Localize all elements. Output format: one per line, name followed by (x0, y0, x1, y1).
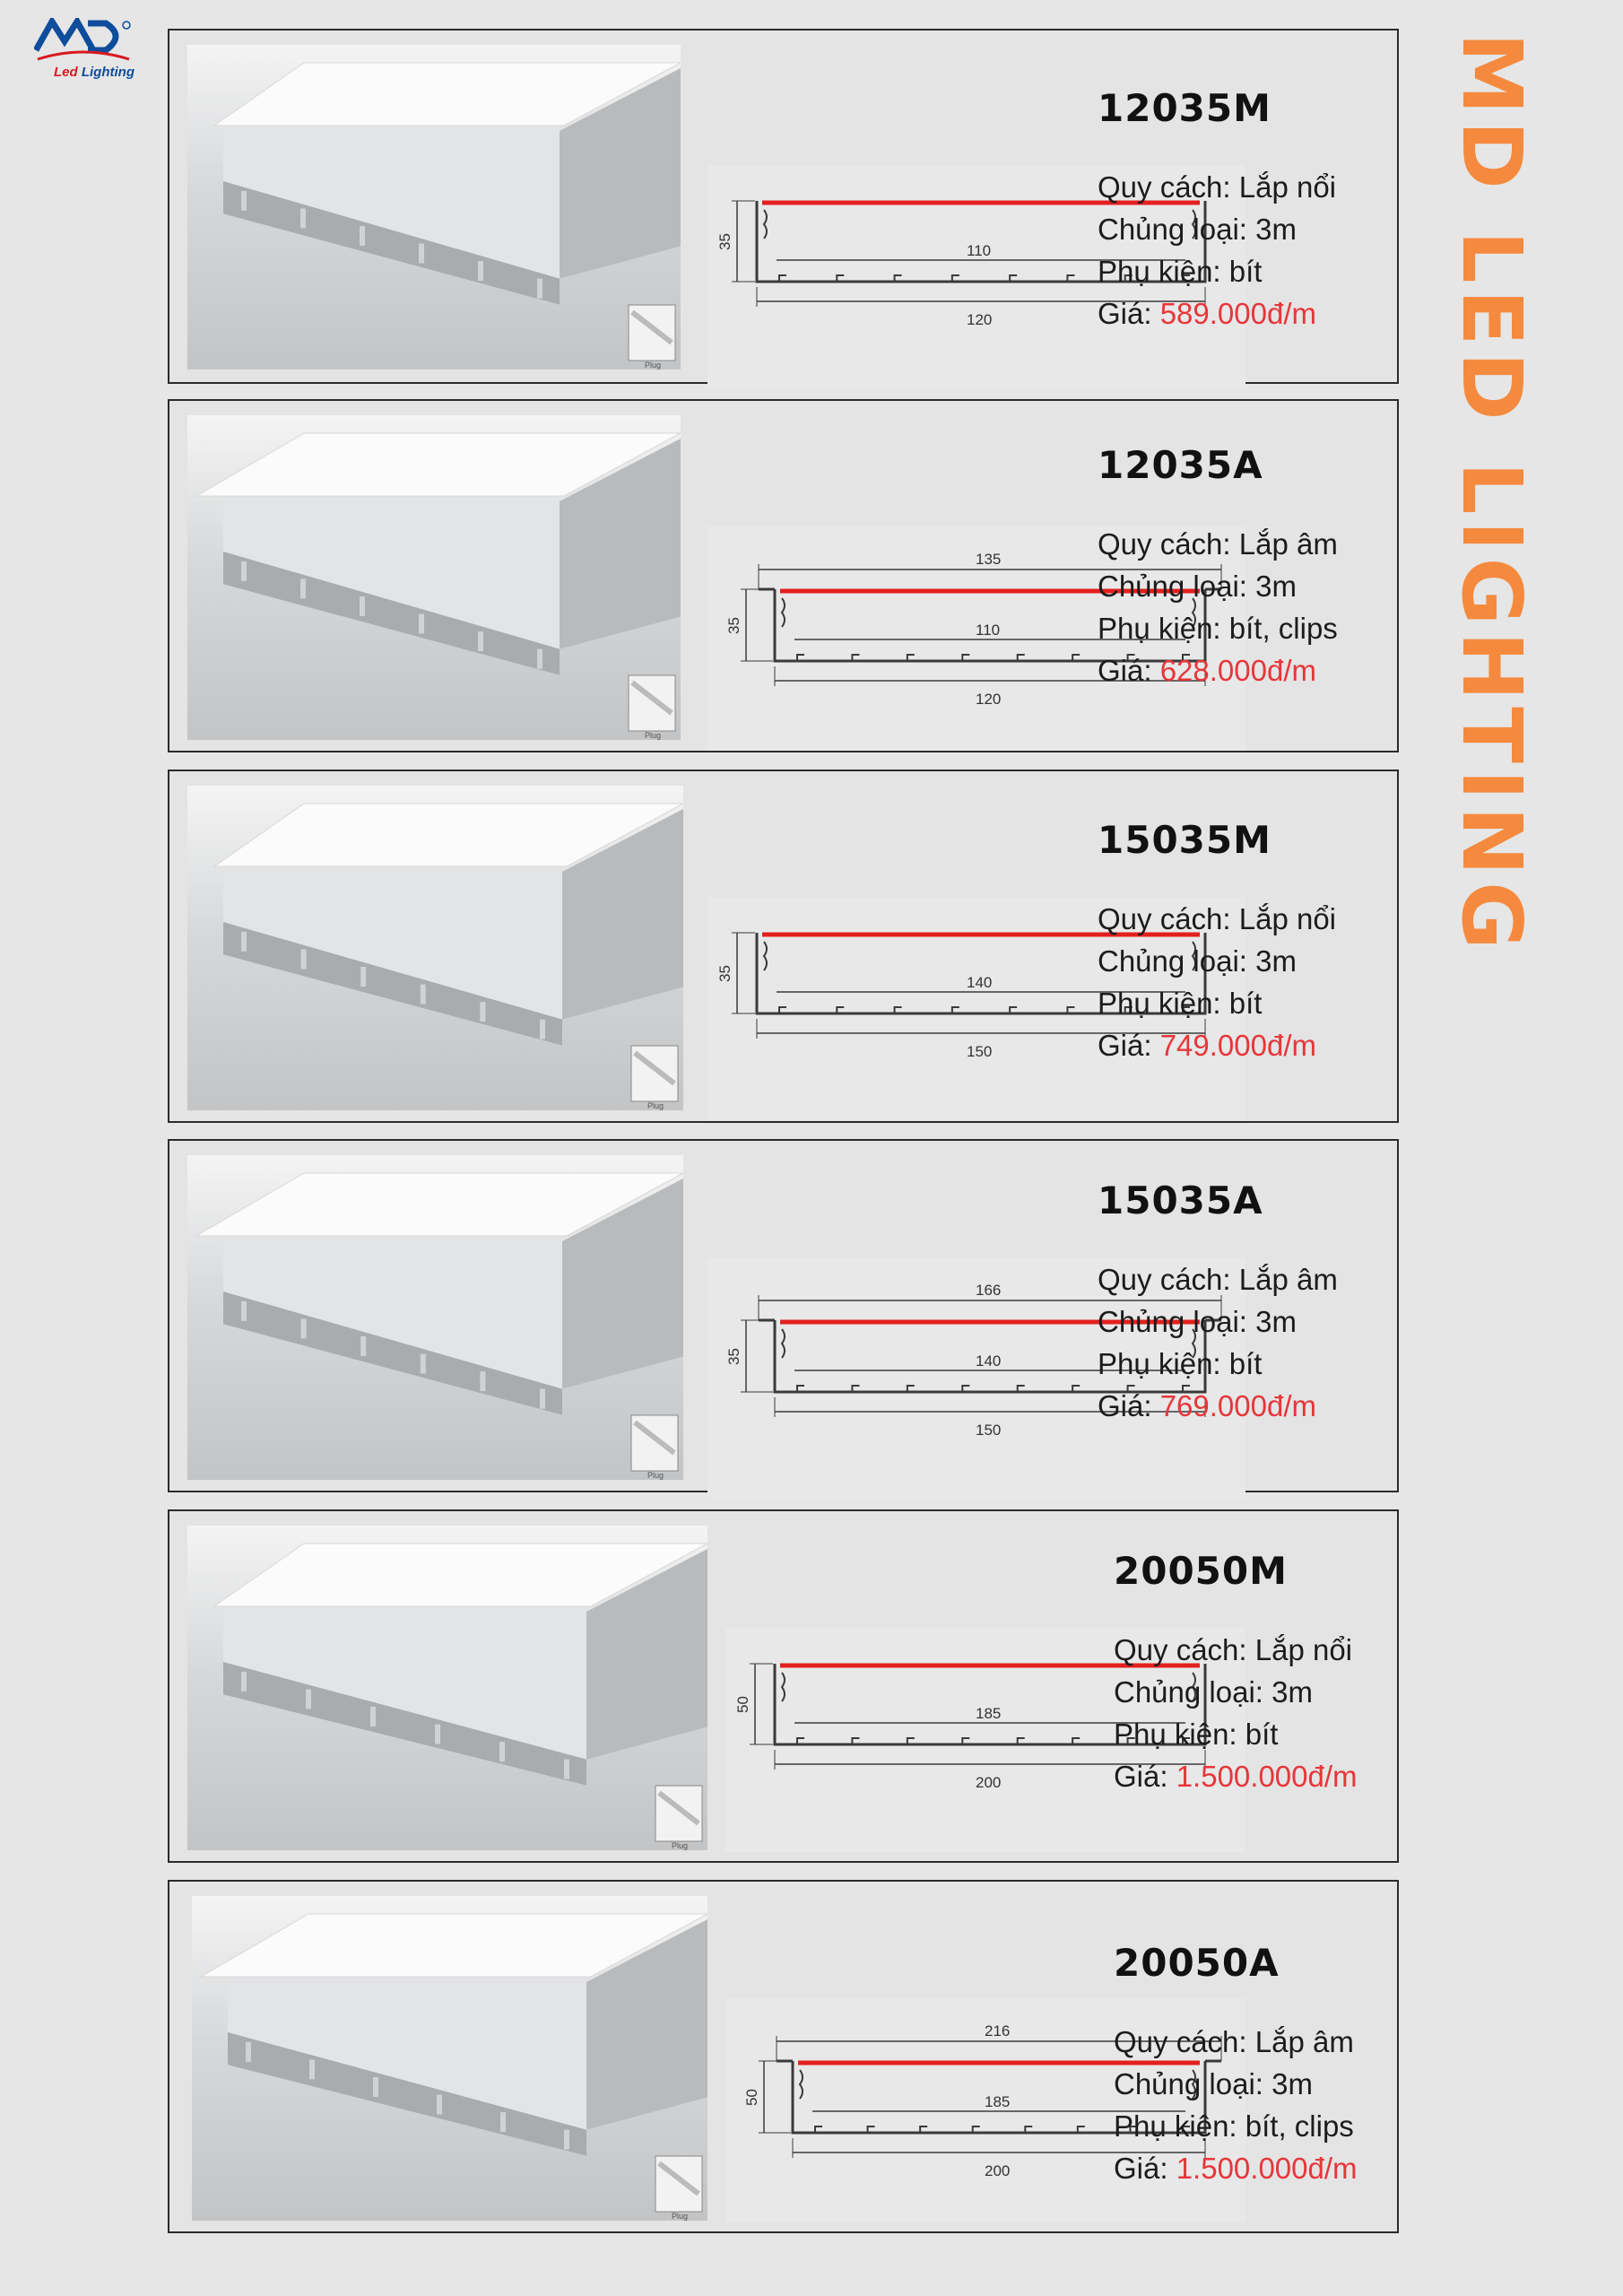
outer-width-label: 120 (976, 691, 1002, 708)
outer-width-label: 150 (976, 1422, 1002, 1439)
price-value: 589.000đ/m (1159, 297, 1317, 330)
product-photo (187, 1155, 683, 1480)
product-price-line (1114, 2147, 1358, 2189)
flange-width-label: 135 (976, 551, 1002, 568)
product-info (1098, 818, 1336, 1066)
product-info (1098, 443, 1338, 691)
price-label: Giá: (1114, 2152, 1176, 2185)
product-accessory-line (1098, 1343, 1338, 1385)
product-photo (187, 415, 681, 740)
inner-width-label: 110 (967, 242, 992, 259)
product-card (168, 1139, 1399, 1492)
plug-label: Plug (645, 731, 662, 740)
product-price-line (1098, 1024, 1336, 1066)
product-code: 12035M (1098, 86, 1271, 130)
accessory-label: Phụ kiện: (1098, 1347, 1229, 1380)
product-accessory-line (1098, 607, 1338, 649)
product-accessory-line (1098, 250, 1336, 292)
height-label: 50 (734, 1696, 751, 1713)
type-value: 3m (1271, 1675, 1313, 1709)
price-value: 769.000đ/m (1159, 1389, 1317, 1422)
product-type-line (1098, 208, 1336, 250)
spec-label: Quy cách: (1098, 902, 1239, 935)
type-value: 3m (1255, 944, 1297, 978)
spec-label: Quy cách: (1098, 1263, 1239, 1296)
accessory-value: bít (1245, 1718, 1279, 1751)
spec-label: Quy cách: (1098, 527, 1239, 561)
product-info (1098, 1178, 1338, 1427)
product-price-line (1098, 292, 1336, 335)
product-card (168, 1509, 1399, 1863)
accessory-label: Phụ kiện: (1114, 1718, 1245, 1751)
plug-label: Plug (672, 1841, 689, 1850)
accessory-label: Phụ kiện: (1098, 987, 1229, 1020)
outer-width-label: 200 (985, 2162, 1011, 2179)
spec-value: Lắp âm (1238, 1263, 1338, 1296)
product-type-line (1114, 1671, 1358, 1713)
brand-vertical-title: MD LED LIGHTING (1444, 32, 1540, 956)
price-value: 628.000đ/m (1159, 654, 1317, 687)
type-label: Chủng loại: (1098, 570, 1256, 603)
height-label: 35 (725, 617, 742, 634)
flange-width-label: 216 (985, 2022, 1011, 2039)
flange-width-label: 166 (976, 1282, 1002, 1299)
product-card (168, 399, 1399, 752)
price-label: Giá: (1114, 1760, 1176, 1793)
type-label: Chủng loại: (1098, 1305, 1256, 1338)
product-photo (192, 1896, 707, 2221)
spec-label: Quy cách: (1114, 1633, 1255, 1666)
price-label: Giá: (1098, 1389, 1160, 1422)
price-value: 749.000đ/m (1159, 1029, 1317, 1062)
accessory-value: bít (1228, 255, 1263, 288)
product-spec-line (1098, 898, 1336, 940)
accessory-value: bít, clips (1228, 612, 1338, 645)
product-card (168, 29, 1399, 384)
logo-text (54, 65, 135, 80)
product-price-line (1098, 649, 1338, 691)
inner-width-label: 140 (967, 974, 993, 991)
product-price-line (1114, 1755, 1358, 1797)
outer-width-label: 120 (967, 311, 993, 328)
height-label: 35 (725, 1348, 742, 1365)
height-label: 35 (716, 233, 733, 250)
plug-label: Plug (647, 1471, 664, 1480)
accessory-value: bít, clips (1245, 2109, 1354, 2143)
product-type-line (1098, 565, 1338, 607)
product-info (1098, 86, 1336, 335)
product-spec-line (1098, 1258, 1338, 1300)
type-label: Chủng loại: (1098, 944, 1256, 978)
product-spec-line (1098, 166, 1336, 208)
product-photo (187, 786, 683, 1110)
inner-width-label: 185 (985, 2093, 1011, 2110)
product-spec-line (1114, 2021, 1358, 2063)
price-value: 1.500.000đ/m (1176, 1760, 1358, 1793)
price-label: Giá: (1098, 297, 1160, 330)
product-card (168, 770, 1399, 1123)
price-label: Giá: (1098, 654, 1160, 687)
type-value: 3m (1255, 570, 1297, 603)
product-type-line (1098, 1300, 1338, 1343)
price-label: Giá: (1098, 1029, 1160, 1062)
product-photo (187, 45, 681, 370)
product-accessory-line (1114, 1713, 1358, 1755)
spec-label: Quy cách: (1098, 170, 1239, 204)
product-info (1114, 1941, 1358, 2189)
price-value: 1.500.000đ/m (1176, 2152, 1358, 2185)
product-photo (187, 1526, 707, 1850)
inner-width-label: 185 (976, 1705, 1002, 1722)
inner-width-label: 110 (976, 622, 1001, 639)
type-label: Chủng loại: (1114, 1675, 1272, 1709)
plug-label: Plug (645, 361, 662, 370)
type-value: 3m (1255, 1305, 1297, 1338)
outer-width-label: 150 (967, 1043, 993, 1060)
product-code: 15035M (1098, 818, 1271, 862)
product-code: 20050M (1114, 1549, 1288, 1593)
logo (34, 18, 133, 83)
product-code: 15035A (1098, 1178, 1263, 1222)
product-spec-line (1098, 523, 1338, 565)
type-value: 3m (1255, 213, 1297, 246)
plug-label: Plug (647, 1101, 664, 1110)
product-price-line (1098, 1385, 1338, 1427)
spec-value: Lắp âm (1254, 2025, 1354, 2058)
product-card (168, 1880, 1399, 2233)
outer-width-label: 200 (976, 1774, 1002, 1791)
inner-width-label: 140 (976, 1352, 1002, 1370)
spec-label: Quy cách: (1114, 2025, 1255, 2058)
product-accessory-line (1114, 2105, 1358, 2147)
spec-value: Lắp nổi (1254, 1633, 1352, 1666)
accessory-value: bít (1228, 987, 1263, 1020)
product-code: 20050A (1114, 1941, 1280, 1985)
logo-mark-icon (34, 18, 133, 65)
product-spec-line (1114, 1629, 1358, 1671)
height-label: 35 (716, 965, 733, 982)
logo-text-led: Led (54, 65, 78, 80)
type-label: Chủng loại: (1114, 2067, 1272, 2100)
spec-value: Lắp âm (1238, 527, 1338, 561)
type-label: Chủng loại: (1098, 213, 1256, 246)
logo-text-lighting: Lighting (81, 65, 135, 80)
product-type-line (1114, 2063, 1358, 2105)
accessory-label: Phụ kiện: (1098, 612, 1229, 645)
height-label: 50 (743, 2089, 760, 2106)
spec-value: Lắp nổi (1238, 902, 1336, 935)
product-type-line (1098, 940, 1336, 982)
product-info (1114, 1549, 1358, 1797)
spec-value: Lắp nổi (1238, 170, 1336, 204)
type-value: 3m (1271, 2067, 1313, 2100)
accessory-value: bít (1228, 1347, 1263, 1380)
product-accessory-line (1098, 982, 1336, 1024)
accessory-label: Phụ kiện: (1098, 255, 1229, 288)
plug-label: Plug (672, 2212, 689, 2221)
accessory-label: Phụ kiện: (1114, 2109, 1245, 2143)
product-code: 12035A (1098, 443, 1263, 487)
